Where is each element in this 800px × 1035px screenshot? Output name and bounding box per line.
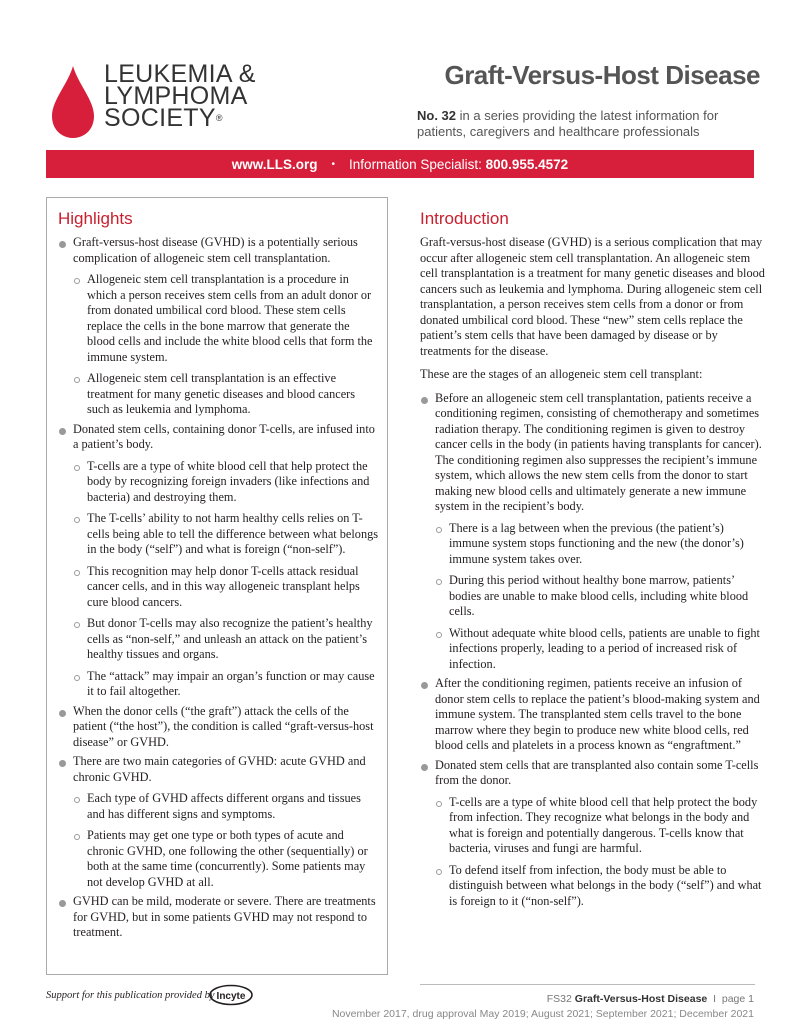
website-link[interactable]: www.LLS.org <box>231 156 318 172</box>
sub-list-item: There is a lag between when the previous (the patient’s) immune system stops functioning and the new (the donor’s) immune system takes over. <box>420 521 765 568</box>
blood-drop-icon <box>50 64 96 140</box>
revision-dates: November 2017, drug approval May 2019; August 2021; September 2021; December 2021 <box>331 1008 754 1020</box>
org-name: LEUKEMIA & LYMPHOMA SOCIETY® <box>104 60 256 132</box>
footer-page-info: FS32 Graft-Versus-Host Disease I page 1 <box>546 993 754 1005</box>
list-item <box>420 676 765 754</box>
stages-intro: These are the stages of an allogeneic stem cell transplant: <box>420 367 703 381</box>
support-credit: Support for this publication provided by <box>46 990 215 1001</box>
sub-list-item: Each type of GVHD affects different organs and tissues and has different signs and symptoms. <box>58 791 380 822</box>
sub-list-item: The T-cells’ ability to not harm healthy cells relies on T-cells being able to tell the difference between what belongs in the body (“self”) and what is foreign (“non-self”). <box>58 511 380 558</box>
introduction-heading: Introduction <box>420 209 509 228</box>
list-item-text: When the donor cells (“the graft”) attack the cells of the patient (“the host”), the condition is called “graft-versus-host disease” or GVHD. <box>73 703 374 749</box>
stages-list <box>420 391 765 910</box>
sub-list-item: T-cells are a type of white blood cell that help protect the body by recognizing foreign invaders (like infections and bacteria) and destroying them. <box>58 459 380 506</box>
phone-number[interactable]: 800.955.4572 <box>485 156 569 172</box>
highlights-list <box>58 235 380 945</box>
list-item <box>58 754 380 785</box>
contact-banner <box>46 150 754 178</box>
lls-logo <box>50 56 270 146</box>
sub-list-item: During this period without healthy bone marrow, patients’ bodies are unable to make blood cells, including white blood cells. <box>420 573 765 620</box>
series-note: No. 32 in a series providing the latest information for patients, caregivers and healthcare professionals <box>417 108 719 139</box>
info-specialist: Information Specialist: 800.955.4572 <box>349 156 569 172</box>
list-item <box>420 391 765 515</box>
footer-divider <box>420 984 755 985</box>
list-item-text: Graft-versus-host disease (GVHD) is a potentially serious complication of allogeneic stem cell transplantation. <box>73 235 358 265</box>
list-item <box>58 235 380 266</box>
list-item <box>58 894 380 941</box>
sub-list-item: T-cells are a type of white blood cell that help protect the body from infection. They recognize what belongs in the body and what is foreign and potentially dangerous. T-cells know that bacteria, viruses and fungi are harmful. <box>420 795 765 857</box>
sponsor-name: Incyte <box>216 991 246 1002</box>
list-item-text: After the conditioning regimen, patients receive an infusion of donor stem cells to replace the patient’s blood-making system and immune system. The transplanted stem cells travel to the bone marrow where they begin to produce new white blood cells, red blood cells and platelets in a process known as “engraftment.” <box>435 676 760 752</box>
page-title: Graft-Versus-Host Disease <box>444 60 760 90</box>
highlights-heading: Highlights <box>58 209 133 228</box>
list-item <box>420 758 765 789</box>
sub-list-item: Patients may get one type or both types of acute and chronic GVHD, one following the other (sequentially) or both at the same time (concurrently). Some patients may not develop GVHD at all. <box>58 828 380 890</box>
sub-list-item: Without adequate white blood cells, patients are unable to fight infections properly, leading to a period of increased risk of infection. <box>420 626 765 673</box>
list-item-text: GVHD can be mild, moderate or severe. There are treatments for GVHD, but in some patients GVHD may not respond to treatment. <box>73 894 376 939</box>
sub-list-item: But donor T-cells may also recognize the patient’s healthy cells as “non-self,” and unleash an attack on the patient’s healthy tissues and organs. <box>58 616 380 663</box>
intro-paragraph: Graft-versus-host disease (GVHD) is a serious complication that may occur after allogeneic stem cell transplantation. An allogeneic stem cell transplantation is a treatment for many genetic diseases and blood cancers such as leukemia and lymphoma. During allogeneic stem cell transplantation, a person receives stem cells from a donor or from donated umbilical cord blood. These “new” stem cells replace the patient’s stem cells that have been damaged by disease or by treatments for the disease. <box>420 235 765 358</box>
sub-list-item: This recognition may help donor T-cells attack residual cancer cells, and in this way allogeneic transplant helps cure blood cancers. <box>58 564 380 611</box>
sub-list-item: To defend itself from infection, the body must be able to distinguish between what belongs in the body (“self”) and what is foreign to it (“non-self”). <box>420 863 765 910</box>
list-item <box>58 422 380 453</box>
list-item <box>58 704 380 751</box>
sub-list-item: The “attack” may impair an organ’s function or may cause it to fail altogether. <box>58 669 380 700</box>
list-item-text: Donated stem cells that are transplanted also contain some T-cells from the donor. <box>435 757 759 787</box>
list-item-text: Donated stem cells, containing donor T-cells, are infused into a patient’s body. <box>73 421 375 451</box>
incyte-logo <box>208 984 254 1006</box>
list-item-text: Before an allogeneic stem cell transplantation, patients receive a conditioning regimen, consisting of chemotherapy and sometimes radiation therapy. The conditioning regimen is given to destroy cancer cells in the body (in patients having transplants for cancer). The conditioning regimen also suppresses the recipient’s immune system, which allows the new stem cells from the donor to start making new blood cells and ultimately generate a new immune system in the recipient’s body. <box>435 390 762 513</box>
list-item-text: There are two main categories of GVHD: acute GVHD and chronic GVHD. <box>73 754 366 784</box>
introduction-section <box>420 235 765 913</box>
sub-list-item: Allogeneic stem cell transplantation is a procedure in which a person receives stem cells from an adult donor or from donated umbilical cord blood. These stem cells replace the cells in the bone marrow that generate the blood cells and include the white blood cells that form the immune system. <box>58 272 380 365</box>
sub-list-item: Allogeneic stem cell transplantation is an effective treatment for many genetic diseases and blood cancers such as leukemia and lymphoma. <box>58 371 380 418</box>
banner-separator: • <box>331 158 336 170</box>
